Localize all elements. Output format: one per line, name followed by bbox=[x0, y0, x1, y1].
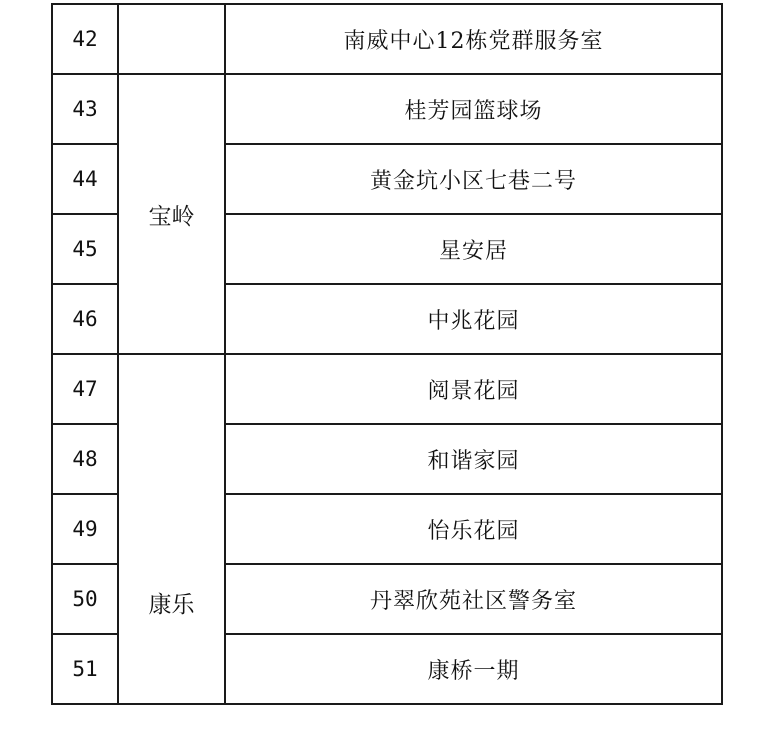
row-number: 44 bbox=[52, 144, 118, 214]
row-number: 46 bbox=[52, 284, 118, 354]
location-name: 桂芳园篮球场 bbox=[225, 74, 722, 144]
location-table bbox=[51, 3, 723, 705]
row-number: 50 bbox=[52, 564, 118, 634]
row-number: 48 bbox=[52, 424, 118, 494]
location-name: 和谐家园 bbox=[225, 424, 722, 494]
community-cell: 宝岭 bbox=[118, 74, 225, 354]
table-row bbox=[52, 4, 722, 74]
row-number: 43 bbox=[52, 74, 118, 144]
row-number: 42 bbox=[52, 4, 118, 74]
location-name: 怡乐花园 bbox=[225, 494, 722, 564]
location-name: 南威中心12栋党群服务室 bbox=[225, 4, 722, 74]
location-name: 丹翠欣苑社区警务室 bbox=[225, 564, 722, 634]
location-name: 星安居 bbox=[225, 214, 722, 284]
community-cell: 康乐 bbox=[118, 354, 225, 704]
table-row bbox=[52, 354, 722, 424]
location-name: 黄金坑小区七巷二号 bbox=[225, 144, 722, 214]
row-number: 49 bbox=[52, 494, 118, 564]
row-number: 47 bbox=[52, 354, 118, 424]
row-number: 45 bbox=[52, 214, 118, 284]
table-row bbox=[52, 74, 722, 144]
location-name: 康桥一期 bbox=[225, 634, 722, 704]
row-number: 51 bbox=[52, 634, 118, 704]
location-name: 中兆花园 bbox=[225, 284, 722, 354]
location-name: 阅景花园 bbox=[225, 354, 722, 424]
community-cell bbox=[118, 4, 225, 74]
